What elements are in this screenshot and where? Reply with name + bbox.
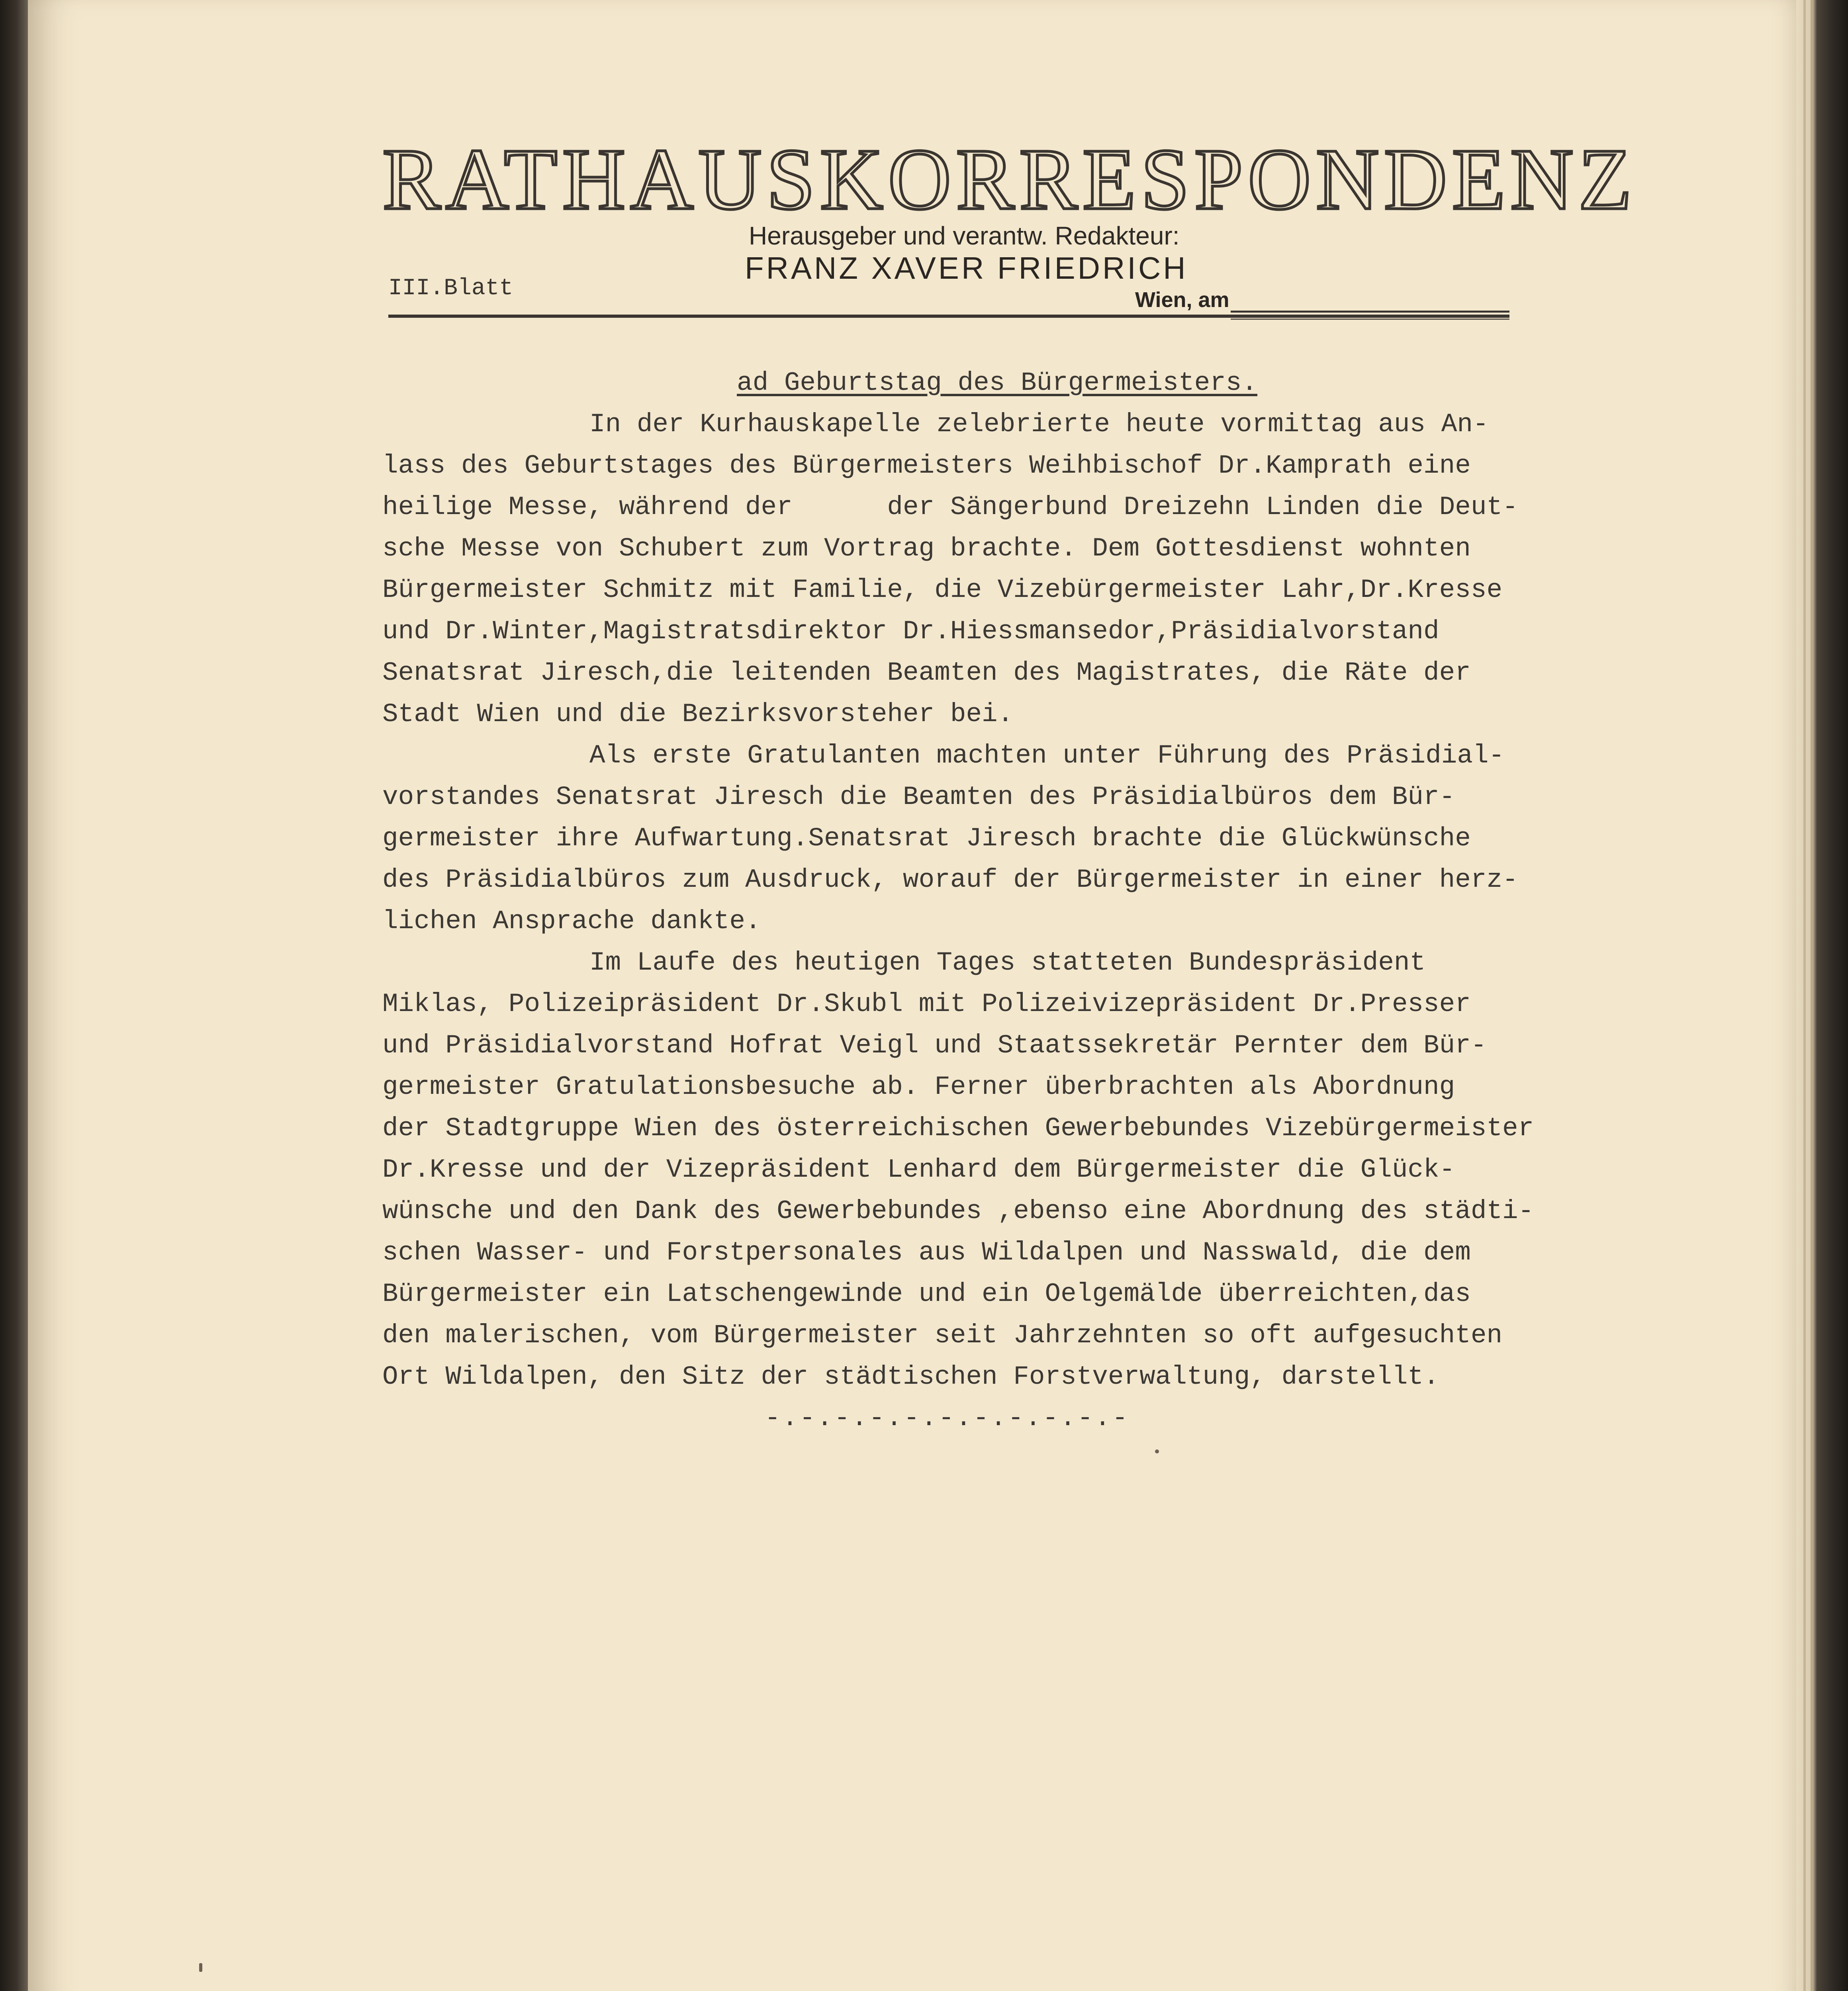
text-line: Ort Wildalpen, den Sitz der städtischen Forstverwaltung, darstellt. [382, 1362, 1439, 1392]
publisher-label: Herausgeber und verantw. Redakteur: [749, 221, 1180, 250]
text-line: der Stadtgruppe Wien des österreichischen Gewerbebundes Vizebürgermeister [382, 1113, 1534, 1143]
date-field-line [1231, 311, 1509, 313]
text-line: den malerischen, vom Bürgermeister seit Jahrzehnten so oft aufgesuchten [382, 1320, 1503, 1350]
text-line: Senatsrat Jiresch,die leitenden Beamten des Magistrates, die Räte der [382, 658, 1471, 688]
text-line: lichen Ansprache dankte. [382, 906, 761, 936]
text-line: Miklas, Polizeipräsident Dr.Skubl mit Polizeivizepräsident Dr.Presser [382, 989, 1471, 1019]
editor-name: FRANZ XAVER FRIEDRICH [745, 250, 1188, 286]
text-line: wünsche und den Dank des Gewerbebundes ,ebenso eine Abordnung des städti- [382, 1196, 1534, 1226]
date-label: Wien, am [1135, 288, 1229, 312]
text-line: germeister ihre Aufwartung.Senatsrat Jiresch brachte die Glückwünsche [382, 823, 1471, 853]
text-line: Stadt Wien und die Bezirksvorsteher bei. [382, 699, 1014, 729]
text-line: Dr.Kresse und der Vizepräsident Lenhard dem Bürgermeister die Glück- [382, 1155, 1455, 1185]
text-line: germeister Gratulationsbesuche ab. Ferner überbrachten als Abordnung [382, 1072, 1455, 1102]
text-line: In der Kurhauskapelle zelebrierte heute vormittag aus An- [589, 409, 1489, 439]
article-body [382, 362, 1537, 1439]
text-line: und Präsidialvorstand Hofrat Veigl und Staatssekretär Pernter dem Bür- [382, 1031, 1487, 1060]
text-line: und Dr.Winter,Magistratsdirektor Dr.Hiessmansedor,Präsidialvorstand [382, 616, 1439, 646]
binding-edge [0, 0, 28, 1991]
text-line: Bürgermeister ein Latschengewinde und ein Oelgemälde überreichten,das [382, 1279, 1471, 1309]
paragraph-3 [382, 942, 1537, 1398]
paragraph-2 [382, 735, 1537, 942]
sheet-number: III.Blatt [388, 276, 513, 301]
text-line: Als erste Gratulanten machten unter Führung des Präsidial- [589, 741, 1505, 771]
page-edge-line [1803, 0, 1806, 1991]
text-line: sche Messe von Schubert zum Vortrag brachte. Dem Gottesdienst wohnten [382, 534, 1471, 563]
article-heading: ad Geburtstag des Bürgermeisters. [737, 368, 1258, 398]
paper-speck [199, 1963, 202, 1972]
text-line: Bürgermeister Schmitz mit Familie, die Vizebürgermeister Lahr,Dr.Kresse [382, 575, 1503, 605]
header-rule [388, 315, 1509, 318]
paragraph-1 [382, 404, 1537, 735]
text-line: heilige Messe, während der der Sängerbund Dreizehn Linden die Deut- [382, 492, 1518, 522]
date-field-line [1231, 319, 1509, 320]
page-stack-edge [1796, 0, 1848, 1991]
page-edge-line [1811, 0, 1813, 1991]
masthead-title: RATHAUSKORRESPONDENZ [382, 131, 1637, 228]
closing-dashes: -.-.-.-.-.-.-.-.-.-.- [765, 1403, 1130, 1433]
text-line: schen Wasser- und Forstpersonales aus Wildalpen und Nasswald, die dem [382, 1238, 1471, 1267]
text-line: vorstandes Senatsrat Jiresch die Beamten des Präsidialbüros dem Bür- [382, 782, 1455, 812]
text-line: des Präsidialbüros zum Ausdruck, worauf der Bürgermeister in einer herz- [382, 865, 1518, 895]
text-line: Im Laufe des heutigen Tages statteten Bundespräsident [589, 948, 1426, 978]
paper-speck [1155, 1449, 1159, 1453]
text-line: lass des Geburtstages des Bürgermeisters Weihbischof Dr.Kamprath eine [382, 451, 1471, 481]
